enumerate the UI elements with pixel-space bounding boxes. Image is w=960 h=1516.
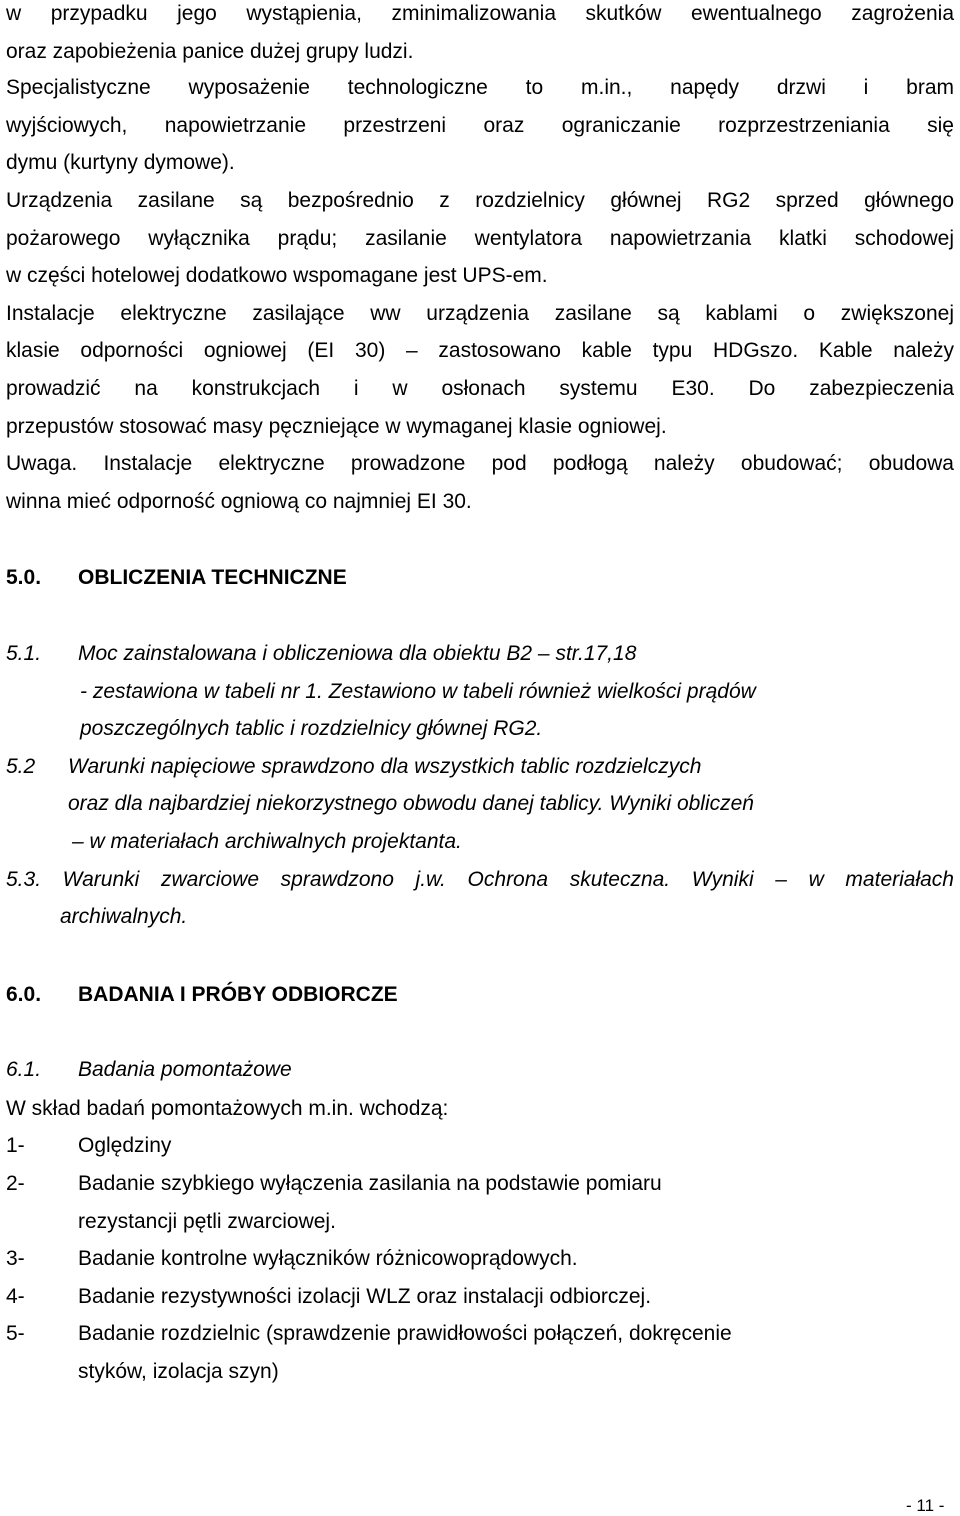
subsection-5-3-line-1: 5.3. Warunki zwarciowe sprawdzono j.w. Ochrona skuteczna. Wyniki – w materiałach bbox=[6, 868, 954, 891]
body-paragraph-3-line-2: pożarowego wyłącznika prądu; zasilanie wentylatora napowietrzania klatki schodowej bbox=[6, 227, 954, 250]
list-item-continuation: styków, izolacja szyn) bbox=[78, 1360, 279, 1383]
list-item-text: Badanie kontrolne wyłączników różnicowoprądowych. bbox=[78, 1247, 578, 1270]
body-paragraph-5-line-1: Uwaga. Instalacje elektryczne prowadzone pod podłogą należy obudować; obudowa bbox=[6, 452, 954, 475]
list-intro: W skład badań pomontażowych m.in. wchodzą: bbox=[6, 1097, 449, 1120]
body-paragraph-5-line-2: winna mieć odporność ogniową co najmniej EI 30. bbox=[6, 490, 472, 513]
list-item-number: 3- bbox=[6, 1247, 25, 1270]
list-item-number: 4- bbox=[6, 1285, 25, 1308]
section-number: 6.0. bbox=[6, 983, 42, 1006]
page-number: - 11 - bbox=[906, 1496, 945, 1515]
body-paragraph-3-line-1: Urządzenia zasilane są bezpośrednio z rozdzielnicy głównej RG2 sprzed głównego bbox=[6, 189, 954, 212]
body-paragraph-2-line-2: wyjściowych, napowietrzanie przestrzeni oraz ograniczanie rozprzestrzeniania się bbox=[6, 114, 954, 137]
subsection-text: Warunki napięciowe sprawdzono dla wszystkich tablic rozdzielczych bbox=[68, 755, 702, 778]
list-item-text: Oględziny bbox=[78, 1134, 172, 1157]
list-item-continuation: rezystancji pętli zwarciowej. bbox=[78, 1210, 336, 1233]
subsection-5-3-line-2: archiwalnych. bbox=[60, 905, 188, 928]
subsection-5-2-line-3: – w materiałach archiwalnych projektanta. bbox=[72, 830, 462, 853]
subsection-number: 5.2 bbox=[6, 755, 36, 778]
section-title: OBLICZENIA TECHNICZNE bbox=[78, 566, 347, 589]
list-item-text: Badanie szybkiego wyłączenia zasilania na podstawie pomiaru bbox=[78, 1172, 662, 1195]
body-paragraph-2-line-3: dymu (kurtyny dymowe). bbox=[6, 151, 235, 174]
list-item-text: Badanie rozdzielnic (sprawdzenie prawidłowości połączeń, dokręcenie bbox=[78, 1322, 732, 1345]
list-item-number: 5- bbox=[6, 1322, 25, 1345]
list-item-number: 1- bbox=[6, 1134, 25, 1157]
body-paragraph-1-line-2: oraz zapobieżenia panice dużej grupy ludzi. bbox=[6, 40, 414, 63]
subsection-text: Moc zainstalowana i obliczeniowa dla obiektu B2 – str.17,18 bbox=[78, 642, 637, 665]
body-paragraph-2-line-1: Specjalistyczne wyposażenie technologiczne to m.in., napędy drzwi i bram bbox=[6, 76, 954, 99]
body-paragraph-4-line-4: przepustów stosować masy pęczniejące w wymaganej klasie ogniowej. bbox=[6, 415, 667, 438]
body-paragraph-4-line-2: klasie odporności ogniowej (EI 30) – zastosowano kable typu HDGszo. Kable należy bbox=[6, 339, 954, 362]
list-item-text: Badanie rezystywności izolacji WLZ oraz instalacji odbiorczej. bbox=[78, 1285, 652, 1308]
subsection-title: Badania pomontażowe bbox=[78, 1058, 292, 1081]
body-paragraph-3-line-3: w części hotelowej dodatkowo wspomagane jest UPS-em. bbox=[6, 264, 548, 287]
subsection-5-1-line-2: - zestawiona w tabeli nr 1. Zestawiono w tabeli również wielkości prądów bbox=[80, 680, 756, 703]
list-item-number: 2- bbox=[6, 1172, 25, 1195]
section-number: 5.0. bbox=[6, 566, 42, 589]
subsection-number: 5.1. bbox=[6, 642, 42, 665]
section-title: BADANIA I PRÓBY ODBIORCZE bbox=[78, 983, 398, 1006]
subsection-5-2-line-2: oraz dla najbardziej niekorzystnego obwodu danej tablicy. Wyniki obliczeń bbox=[68, 792, 754, 815]
subsection-5-1-line-3: poszczególnych tablic i rozdzielnicy głównej RG2. bbox=[80, 717, 543, 740]
body-paragraph-4-line-3: prowadzić na konstrukcjach i w osłonach systemu E30. Do zabezpieczenia bbox=[6, 377, 954, 400]
body-paragraph-1-line-1: w przypadku jego wystąpienia, zminimalizowania skutków ewentualnego zagrożenia bbox=[6, 2, 954, 25]
subsection-number: 6.1. bbox=[6, 1058, 42, 1081]
body-paragraph-4-line-1: Instalacje elektryczne zasilające ww urządzenia zasilane są kablami o zwiększonej bbox=[6, 302, 954, 325]
